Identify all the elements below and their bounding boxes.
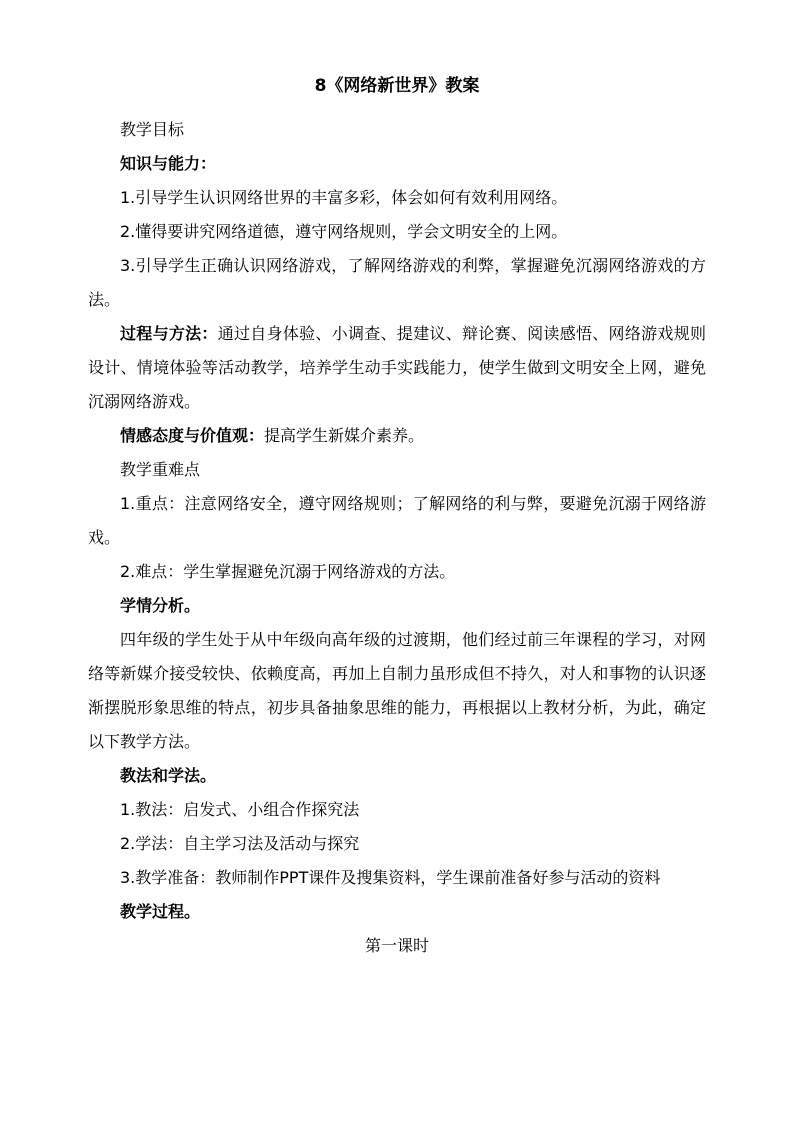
methods-item-2: 2.学法：自主学习法及活动与探究 bbox=[120, 834, 360, 853]
key-point-item: 1.重点：注意网络安全，遵守网络规则；了解网络的利与弊，要避免沉溺于网络游戏。 bbox=[88, 494, 706, 547]
knowledge-item-3: 3.引导学生正确认识网络游戏，了解网络游戏的利弊，掌握避免沉溺网络游戏的方法。 bbox=[88, 256, 706, 309]
knowledge-ability-heading: 知识与能力： bbox=[120, 154, 217, 173]
process-heading: 教学过程。 bbox=[120, 902, 201, 921]
key-difficult-heading: 教学重难点 bbox=[120, 460, 201, 479]
emotion-values-text: 提高学生新媒介素养。 bbox=[264, 426, 425, 445]
teaching-goals-heading: 教学目标 bbox=[120, 120, 185, 139]
process-method-text: 通过自身体验、小调查、提建议、辩论赛、阅读感悟、网络游戏规则设计、情境体验等活动教学，培养学生动手实践能力，使学生做到文明安全上网，避免沉溺网络游戏。 bbox=[88, 324, 706, 411]
knowledge-item-1: 1.引导学生认识网络世界的丰富多彩，体会如何有效利用网络。 bbox=[120, 188, 568, 207]
student-analysis-text: 四年级的学生处于从中年级向高年级的过渡期，他们经过前三年课程的学习，对网络等新媒介接受较快、依赖度高，再加上自制力虽形成但不持久，对人和事物的认识逐渐摆脱形象思维的特点，初步具备抽象思维的能力，再根据以上教材分析，为此，确定以下教学方法。 bbox=[88, 630, 706, 751]
emotion-values-label: 情感态度与价值观： bbox=[120, 426, 265, 445]
methods-item-1: 1.教法：启发式、小组合作探究法 bbox=[120, 800, 360, 819]
knowledge-item-2: 2.懂得要讲究网络道德，遵守网络规则，学会文明安全的上网。 bbox=[120, 222, 568, 241]
document-title: 8《网络新世界》教案 bbox=[314, 76, 480, 96]
process-method-label: 过程与方法： bbox=[120, 324, 218, 343]
methods-heading: 教法和学法。 bbox=[120, 766, 217, 785]
difficult-point-item: 2.难点：学生掌握避免沉溺于网络游戏的方法。 bbox=[120, 562, 456, 581]
process-method-paragraph bbox=[88, 317, 706, 419]
first-lesson-heading: 第一课时 bbox=[364, 936, 429, 955]
emotion-values-paragraph bbox=[88, 419, 706, 453]
student-analysis-heading: 学情分析。 bbox=[120, 596, 201, 615]
methods-item-3: 3.教学准备：教师制作PPT课件及搜集资料，学生课前准备好参与活动的资料 bbox=[120, 868, 661, 887]
